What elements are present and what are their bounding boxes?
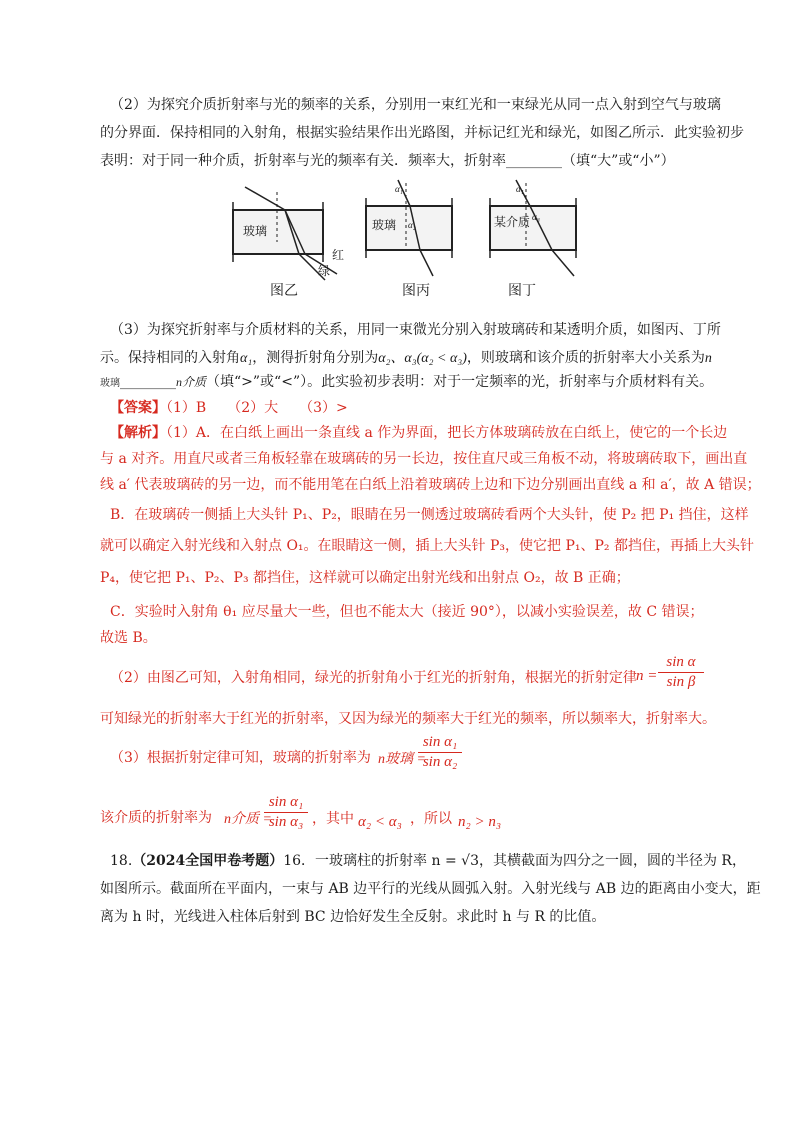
analysis-a2: 与 a 对齐。用直尺或者三角板轻靠在玻璃砖的另一长边，按住直尺或三角板不动，将玻璃砖取下，画出直 bbox=[100, 451, 748, 467]
analysis-p3a: （3）根据折射定律可知，玻璃的折射率为 bbox=[110, 750, 371, 766]
part2-line1: （2）为探究介质折射率与光的频率的关系，分别用一束红光和一束绿光从同一点入射到空气与玻璃 bbox=[110, 97, 721, 113]
figure-ding-medium: 某介质 bbox=[494, 215, 531, 229]
figure-ding-a1: α₁ bbox=[516, 184, 524, 194]
analysis-label: 【解析】 bbox=[110, 425, 166, 441]
figure-yi-caption: 图乙 bbox=[270, 283, 298, 299]
figure-ding-a3: α₃ bbox=[532, 212, 540, 222]
snell-lhs: n = bbox=[636, 668, 658, 684]
analysis-p2a: （2）由图乙可知，入射角相同，绿光的折射角小于红光的折射角，根据光的折射定律 bbox=[110, 670, 637, 686]
figure-bing-a2: α₂ bbox=[408, 220, 416, 230]
q18-line3: 离为 h 时，光线进入柱体后射到 BC 边恰好发生全反射。求此时 h 与 R 的比值。 bbox=[100, 909, 606, 925]
snell-fraction: sin α sin β bbox=[658, 654, 704, 691]
analysis-b3: P₄，使它把 P₁、P₂、P₃ 都挡住，这样就可以确定出射光线和出射点 O₂，故 B 正确； bbox=[100, 570, 630, 586]
q18-line2: 如图所示。截面所在平面内，一束与 AB 边平行的光线从圆弧入射。入射光线与 AB 边的距离由小变大，距 bbox=[100, 881, 761, 897]
analysis-c1: C．实验时入射角 θ₁ 应尽量大一些，但也不能太大（接近 90°），以减小实验误差，故 C 错误； bbox=[110, 604, 704, 620]
part2-line2: 的分界面．保持相同的入射角，根据实验结果作出光路图，并标记红光和绿光，如图乙所示．此实验初步 bbox=[100, 125, 744, 141]
figure-yi-red-label: 红 bbox=[332, 248, 345, 262]
analysis-b1: B．在玻璃砖一侧插上大头针 P₁、P₂，眼睛在另一侧透过玻璃砖看两个大头针，使 P₂ 把 P₁ 挡住，这样 bbox=[110, 507, 749, 523]
analysis-a3: 线 a′ 代表玻璃砖的另一边，而不能用笔在白纸上沿着玻璃砖上边和下边分别画出直线 a 和 a′，故 A 错误； bbox=[100, 477, 761, 493]
figure-bing-medium: 玻璃 bbox=[372, 218, 397, 232]
analysis-p3c: ，其中 bbox=[312, 811, 354, 827]
figure-yi-medium: 玻璃 bbox=[243, 224, 268, 238]
q18-line1: 18.（2024全国甲卷考题）16．一玻璃柱的折射率 n = √3，其横截面为四分之一圆，圆的半径为 R， bbox=[110, 853, 746, 869]
analysis-b2: 就可以确定入射光线和入射点 O₁。在眼睛这一侧，插上大头针 P₃，使它把 P₁、P₂ 都挡住，再插上大头针 bbox=[100, 538, 754, 554]
condition: α₂ < α₃ bbox=[358, 814, 402, 830]
part3-line2: 示。保持相同的入射角α₁，测得折射角分别为α₂、α₃(α₂ < α₃)，则玻璃和该介质的折射率大小关系为n bbox=[100, 350, 712, 366]
analysis-p3d: ，所以 bbox=[410, 811, 452, 827]
part3-line1: （3）为探究折射率与介质材料的关系，用同一束微光分别入射玻璃砖和某透明介质，如图丙、丁所 bbox=[110, 322, 721, 338]
analysis-c2: 故选 B。 bbox=[100, 630, 157, 646]
analysis-p3b: 该介质的折射率为 bbox=[100, 810, 212, 826]
figure-yi-green-label: 绿 bbox=[318, 264, 331, 278]
glass-fraction: sin α₁ sin α₂ bbox=[418, 734, 462, 771]
part3-line3: 玻璃________n介质（填“>”或“<”）。此实验初步表明：对于一定频率的光，折射率与介质材料有关。 bbox=[100, 374, 714, 390]
figure-bing-caption: 图丙 bbox=[402, 283, 430, 299]
analysis-p2b: 可知绿光的折射率大于红光的折射率，又因为绿光的频率大于红光的频率，所以频率大，折射率大。 bbox=[100, 711, 716, 727]
analysis-a1: 【解析】（1）A．在白纸上画出一条直线 a 作为界面，把长方体玻璃砖放在白纸上，使它的一个长边 bbox=[110, 425, 728, 441]
answer-label: 【答案】 bbox=[110, 400, 166, 416]
glass-lhs: n玻璃 = bbox=[378, 752, 426, 767]
part2-line3: 表明：对于同一种介质，折射率与光的频率有关．频率大，折射率________（填“大”或“小”） bbox=[100, 153, 675, 169]
answer-line: 【答案】（1）B （2）大 （3）> bbox=[110, 400, 348, 416]
conclusion: n₂ > n₃ bbox=[458, 814, 502, 830]
medium-lhs: n介质 = bbox=[224, 812, 272, 827]
figure-ding-caption: 图丁 bbox=[508, 283, 536, 299]
medium-fraction: sin α₁ sin α₃ bbox=[264, 794, 308, 831]
figure-bing-a1: α₁ bbox=[395, 184, 403, 194]
